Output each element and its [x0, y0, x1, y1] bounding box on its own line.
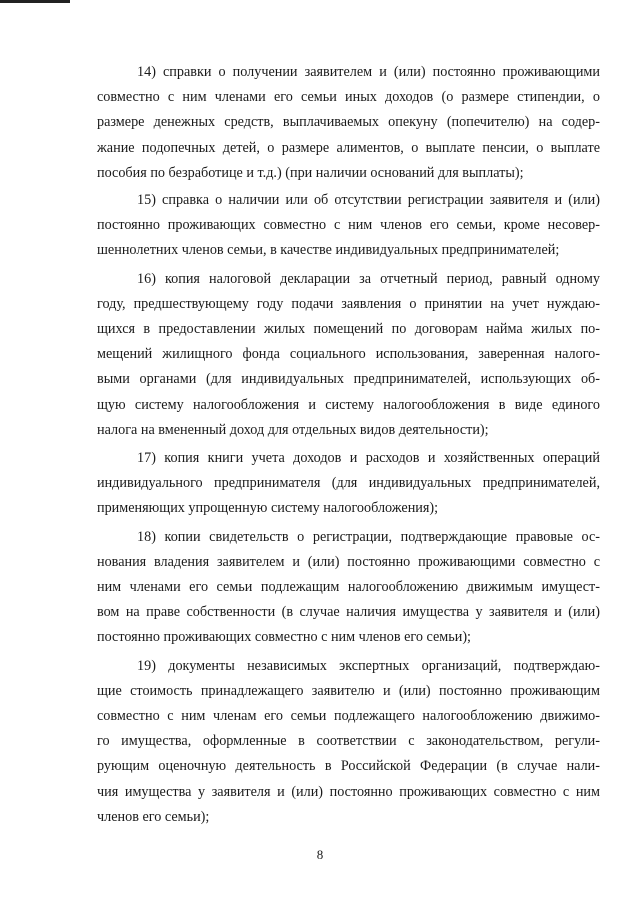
text-line: щихся в предоставлении жилых помещений по договорам найма жилых по- [97, 321, 600, 338]
text-line: 15) справка о наличии или об отсутствии регистрации заявителя и (или) [137, 192, 600, 209]
text-line: совместно с ним членами его семьи иных доходов (о размере стипендии, о [97, 89, 600, 106]
paragraph-item-16 [97, 267, 600, 443]
text-line: 17) копия книги учета доходов и расходов и хозяйственных операций [137, 450, 600, 467]
scan-edge-mark [0, 0, 70, 3]
text-line: членов его семьи); [97, 808, 210, 825]
paragraph-item-15 [97, 188, 600, 264]
text-line: постоянно проживающих совместно с ним членов его семьи); [97, 629, 471, 646]
text-line: индивидуального предпринимателя (для индивидуальных предпринимателей, [97, 475, 600, 492]
text-line: пособия по безработице и т.д.) (при наличии оснований для выплаты); [97, 164, 524, 181]
text-line: году, предшествующему году подачи заявления о принятии на учет нуждаю- [97, 295, 600, 312]
paragraph-item-14 [97, 60, 600, 186]
text-line: 18) копии свидетельств о регистрации, подтверждающие правовые ос- [137, 528, 600, 545]
text-line: шеннолетних членов семьи, в качестве индивидуальных предпринимателей; [97, 242, 560, 259]
document-body [97, 60, 600, 830]
paragraph-item-19 [97, 654, 600, 830]
text-line: применяющих упрощенную систему налогообложения); [97, 500, 439, 517]
text-line: чия имущества у заявителя и (или) постоянно проживающих совместно с ним [97, 783, 600, 800]
text-line: выми органами (для индивидуальных предпринимателей, использующих об- [97, 371, 600, 388]
paragraph-item-17 [97, 446, 600, 522]
text-line: го имущества, оформленные в соответствии с законодательством, регули- [97, 733, 600, 750]
text-line: ним членами его семьи подлежащим налогообложению движимым имущест- [97, 579, 600, 596]
page-number: 8 [316, 847, 324, 862]
text-line: нования владения заявителем и (или) постоянно проживающими совместно с [97, 553, 600, 570]
text-line: постоянно проживающих совместно с ним членов его семьи, кроме несовер- [97, 217, 600, 234]
text-line: мещений жилищного фонда социального использования, заверенная налого- [97, 346, 600, 363]
text-line: жание подопечных детей, о размере алиментов, о выплате пенсии, о выплате [97, 139, 600, 156]
text-line: 14) справки о получении заявителем и (или) постоянно проживающими [137, 64, 600, 80]
text-line: размере денежных средств, выплачиваемых опекуну (попечителю) на содер- [97, 114, 600, 131]
text-line: вом на праве собственности (в случае наличия имущества у заявителя и (или) [97, 604, 600, 621]
text-line: налога на вмененный доход для отдельных видов деятельности); [97, 421, 489, 438]
text-line: 16) копия налоговой декларации за отчетный период, равный одному [137, 270, 600, 287]
text-line: 19) документы независимых экспертных организаций, подтверждаю- [137, 657, 600, 674]
text-line: рующим оценочную деятельность в Российской Федерации (в случае нали- [97, 758, 600, 775]
text-line: щую систему налогообложения и систему налогообложения в виде единого [97, 396, 600, 413]
paragraph-item-18 [97, 525, 600, 651]
text-line: щие стоимость принадлежащего заявителю и (или) постоянно проживающим [97, 682, 600, 699]
text-line: совместно с ним членам его семьи подлежащего налогообложению движимо- [97, 708, 600, 725]
